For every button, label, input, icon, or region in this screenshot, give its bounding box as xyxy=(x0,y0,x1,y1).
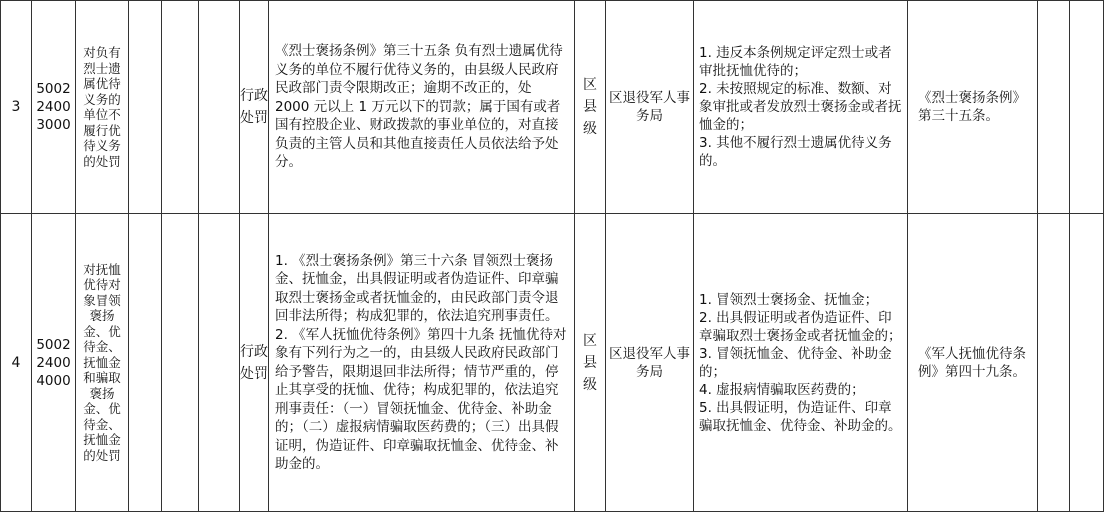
item-code-line: 2400 xyxy=(36,99,71,115)
table-row xyxy=(1,214,1104,512)
condition-item: 2. 出具假证明或者伪造证件、印章骗取烈士褒扬金或者抚恤金的； xyxy=(699,309,902,344)
legal-basis-cell xyxy=(269,1,575,214)
item-name: 对负有烈士遗属优待义务的单位不履行优待义务的处罚 xyxy=(83,45,121,169)
category-line: 处罚 xyxy=(240,110,268,126)
category-cell xyxy=(240,1,269,214)
level-line: 区 xyxy=(583,332,597,349)
reference-cell xyxy=(908,214,1038,512)
conditions-cell xyxy=(694,214,908,512)
condition-item: 3. 其他不履行烈士遗属优待义务的。 xyxy=(699,135,892,169)
empty-cell xyxy=(162,1,199,214)
legal-basis-paragraph: 《烈士褒扬条例》第三十五条 负有烈士遗属优待义务的单位不履行优待义务的，由县级人民政府民政部门责令限期改正；逾期不改正的，处 2000 元以上 1 万元以下的罚款；属于国有或者国有控股企业、财政拨款的事业单位的，对直接负责的主管人员和其他直接责任人员依法给予处分。 xyxy=(275,43,563,171)
item-code-line: 5002 xyxy=(36,336,71,353)
department-cell xyxy=(606,1,694,214)
condition-item: 3. 冒领抚恤金、优待金、补助金的； xyxy=(699,345,892,380)
department: 区退役军人事务局 xyxy=(609,90,690,124)
empty-cell xyxy=(1070,214,1104,512)
reference-cell xyxy=(908,1,1038,214)
level-line: 级 xyxy=(583,376,597,393)
reference: 《军人抚恤优待条例》第四十九条。 xyxy=(918,345,1026,380)
empty-cell xyxy=(1070,1,1104,214)
level-cell xyxy=(575,214,606,512)
condition-item: 1. 冒领烈士褒扬金、抚恤金； xyxy=(699,291,879,308)
item-name-cell xyxy=(76,1,129,214)
row-index: 4 xyxy=(11,354,21,371)
row-index-cell xyxy=(1,1,32,214)
level-line: 区 xyxy=(583,77,597,93)
item-name: 对抚恤优待对象冒领褒扬金、优待金、抚恤金和骗取褒扬金、优待金、抚恤金的处罚 xyxy=(83,261,121,463)
category-line: 行政 xyxy=(240,88,268,104)
condition-item: 2. 未按照规定的标准、数额、对象审批或者发放烈士褒扬金或者抚恤金的； xyxy=(699,81,902,133)
level-line: 县 xyxy=(583,99,597,115)
empty-cell xyxy=(129,1,162,214)
department: 区退役军人事务局 xyxy=(609,345,690,380)
category-line: 处罚 xyxy=(240,365,268,382)
empty-cell xyxy=(199,214,240,512)
item-code-line: 5002 xyxy=(36,81,71,97)
empty-cell xyxy=(162,214,199,512)
row-index: 3 xyxy=(11,99,21,115)
condition-item: 1. 违反本条例规定评定烈士或者审批抚恤优待的； xyxy=(699,45,892,79)
conditions-cell xyxy=(694,1,908,214)
level-line: 级 xyxy=(583,121,597,137)
item-code-cell xyxy=(32,214,76,512)
item-code-line: 2400 xyxy=(36,354,71,371)
condition-item: 4. 虚报病情骗取医药费的； xyxy=(699,381,865,398)
item-code-cell xyxy=(32,1,76,214)
item-code-line: 4000 xyxy=(36,372,71,389)
empty-cell xyxy=(199,1,240,214)
category-cell xyxy=(240,214,269,512)
item-name-cell xyxy=(76,214,129,512)
empty-cell xyxy=(1038,1,1070,214)
department-cell xyxy=(606,214,694,512)
condition-item: 5. 出具假证明，伪造证件、印章骗取抚恤金、优待金、补助金的。 xyxy=(699,399,902,434)
legal-basis-paragraph: 2. 《军人抚恤优待条例》第四十九条 抚恤优待对象有下列行为之一的，由县级人民政府民政部门给予警告，限期退回非法所得；情节严重的，停止其享受的抚恤、优待；构成犯罪的，依法追究刑事责任：（一）冒领抚恤金、优待金、补助金的；（二）虚报病情骗取医药费的；（三）出具假证明，伪造证件、印章骗取抚恤金、优待金、补助金的。 xyxy=(275,326,567,472)
reference: 《烈士褒扬条例》第三十五条。 xyxy=(918,90,1026,124)
category-line: 行政 xyxy=(240,343,268,360)
row-index-cell xyxy=(1,214,32,512)
table-row xyxy=(1,1,1104,214)
legal-basis-paragraph: 1. 《烈士褒扬条例》第三十六条 冒领烈士褒扬金、抚恤金，出具假证明或者伪造证件、印章骗取烈士褒扬金或者抚恤金的，由民政部门责令退回非法所得；构成犯罪的，依法追究刑事责任。 xyxy=(275,252,559,324)
level-line: 县 xyxy=(583,354,597,371)
empty-cell xyxy=(129,214,162,512)
level-cell xyxy=(575,1,606,214)
empty-cell xyxy=(1038,214,1070,512)
legal-basis-cell xyxy=(269,214,575,512)
item-code-line: 3000 xyxy=(36,117,71,133)
